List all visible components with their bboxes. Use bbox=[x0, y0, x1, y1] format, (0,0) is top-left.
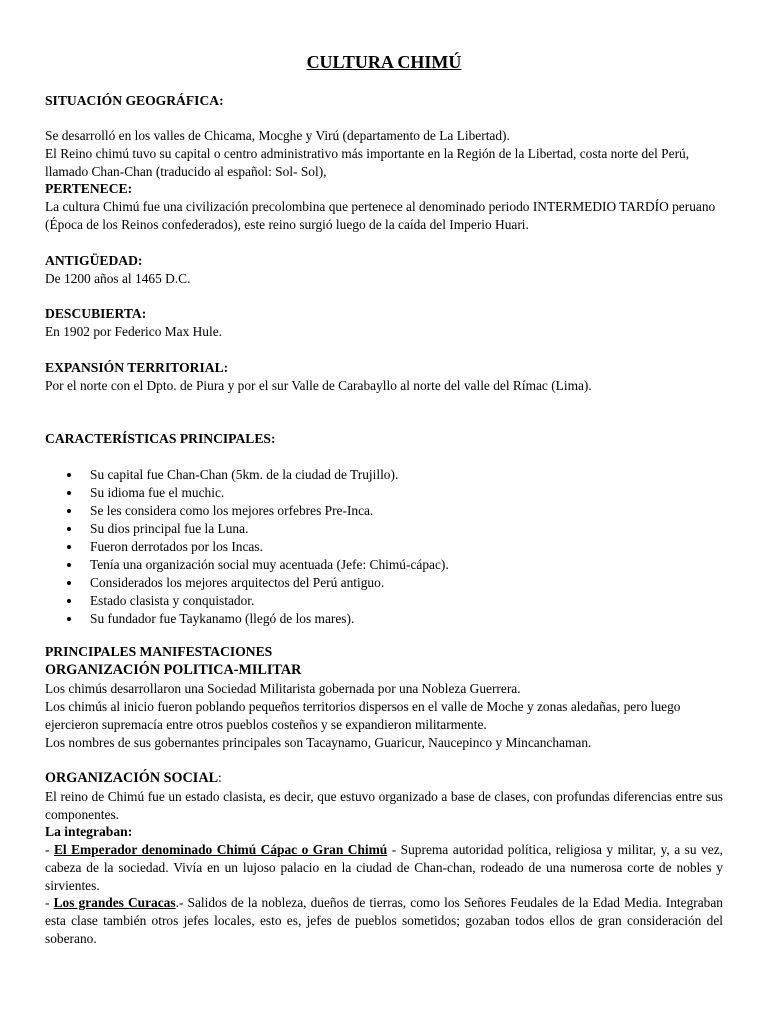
integraban-label: La integraban: bbox=[45, 824, 133, 839]
antiguedad-heading: ANTIGÜEDAD: bbox=[45, 253, 143, 268]
descubierta-heading: DESCUBIERTA: bbox=[45, 306, 147, 321]
list-item: Tenía una organización social muy acentuada (Jefe: Chimú-cápac). bbox=[45, 556, 723, 574]
politica-line-2: Los chimús al inicio fueron poblando pequeños territorios dispersos en el valle de Moche y zonas aledañas, pero luego ejercieron supremacía entre otros pueblos costeños y se expandieron militarmente. bbox=[45, 699, 681, 732]
curacas-dash: - bbox=[45, 895, 54, 910]
emperador-paragraph bbox=[45, 841, 723, 895]
expansion-text: Por el norte con el Dpto. de Piura y por el sur Valle de Carabayllo al norte del valle del Rímac (Lima). bbox=[45, 378, 592, 393]
social-heading-row bbox=[45, 769, 723, 787]
social-heading: ORGANIZACIÓN SOCIAL bbox=[45, 770, 219, 786]
bullet-icon bbox=[67, 599, 71, 603]
expansion-heading: EXPANSIÓN TERRITORIAL: bbox=[45, 360, 229, 375]
list-item: Su capital fue Chan-Chan (5km. de la ciudad de Trujillo). bbox=[45, 466, 723, 484]
list-item: Su idioma fue el muchic. bbox=[45, 484, 723, 502]
politica-line-3: Los nombres de sus gobernantes principales son Tacaynamo, Guaricur, Naucepinco y Mincanchaman. bbox=[45, 735, 592, 750]
manifestaciones-heading: PRINCIPALES MANIFESTACIONES bbox=[45, 644, 273, 659]
curacas-text: .- Salidos de la nobleza, dueños de tierras, como los Señores Feudales de la Edad Media. Integraban esta clase también otros jefes locales, esto es, jefes de pueblos sometidos; gozaban todos ellos de gran consideración del soberano. bbox=[45, 895, 724, 946]
geo-line-1: Se desarrolló en los valles de Chicama, Mocghe y Virú (departamento de La Libertad). bbox=[45, 128, 510, 143]
descubierta-text: En 1902 por Federico Max Hule. bbox=[45, 324, 223, 339]
emperador-text: - Suprema autoridad política, religiosa y militar, y, a su vez, cabeza de la sociedad. Vivía en un lujoso palacio en la ciudad de Chan-chan, rodeado de una numerosa corte de nobles y sirvientes. bbox=[45, 842, 723, 893]
emperador-title: El Emperador denominado Chimú Cápac o Gran Chimú bbox=[53, 842, 388, 857]
bullet-icon bbox=[67, 509, 71, 513]
bullet-icon bbox=[67, 617, 71, 621]
antiguedad-text: De 1200 años al 1465 D.C. bbox=[45, 271, 191, 286]
bullet-icon bbox=[67, 563, 71, 567]
bullet-icon bbox=[67, 527, 71, 531]
curacas-paragraph bbox=[45, 894, 723, 948]
list-item: Considerados los mejores arquitectos del Perú antiguo. bbox=[45, 574, 723, 592]
bullet-icon bbox=[67, 491, 71, 495]
social-text: El reino de Chimú fue un estado clasista, es decir, que estuvo organizado a base de clases, con profundas diferencias entre sus componentes. bbox=[45, 789, 723, 822]
pertenece-heading: PERTENECE: bbox=[45, 181, 133, 196]
list-item: Estado clasista y conquistador. bbox=[45, 592, 723, 610]
caracteristicas-list bbox=[45, 466, 723, 628]
politica-militar-heading: ORGANIZACIÓN POLITICA-MILITAR bbox=[45, 662, 302, 678]
geo-heading: SITUACIÓN GEOGRÁFICA: bbox=[45, 93, 224, 108]
list-item: Se les considera como los mejores orfebres Pre-Inca. bbox=[45, 502, 723, 520]
politica-line-1: Los chimús desarrollaron una Sociedad Militarista gobernada por una Nobleza Guerrera. bbox=[45, 681, 521, 696]
emperador-dash: - bbox=[45, 842, 54, 857]
pertenece-text: La cultura Chimú fue una civilización precolombina que pertenece al denominado periodo INTERMEDIO TARDÍO peruano (Época de los Reinos confederados), este reino surgió luego de la caída del Imperio Huari. bbox=[45, 199, 716, 232]
bullet-icon bbox=[67, 473, 71, 477]
list-item: Fueron derrotados por los Incas. bbox=[45, 538, 723, 556]
list-item: Su fundador fue Taykanamo (llegó de los mares). bbox=[45, 610, 723, 628]
list-item: Su dios principal fue la Luna. bbox=[45, 520, 723, 538]
social-heading-colon: : bbox=[218, 770, 222, 785]
bullet-icon bbox=[67, 581, 71, 585]
caracteristicas-heading: CARACTERÍSTICAS PRINCIPALES: bbox=[45, 431, 276, 446]
page-title: CULTURA CHIMÚ bbox=[306, 52, 462, 72]
curacas-title: Los grandes Curacas bbox=[53, 895, 176, 910]
geo-line-2: El Reino chimú tuvo su capital o centro administrativo más importante en la Región de la Libertad, costa norte del Perú, llamado Chan-Chan (traducido al español: Sol- Sol), bbox=[45, 146, 690, 179]
bullet-icon bbox=[67, 545, 71, 549]
